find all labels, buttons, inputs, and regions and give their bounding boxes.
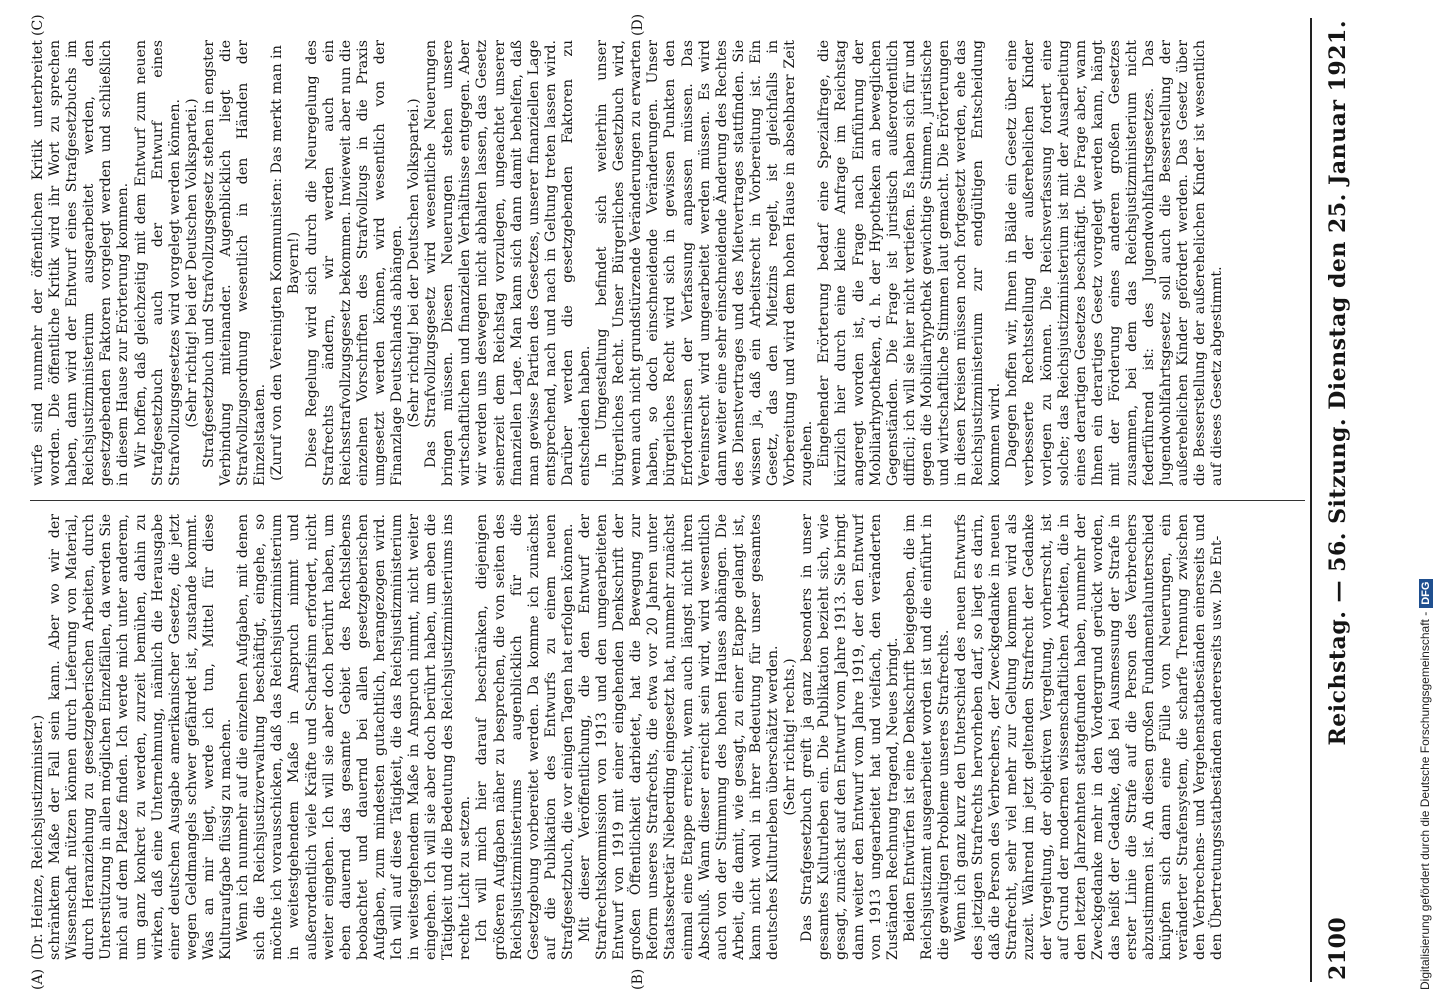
header-rule: [1310, 18, 1312, 982]
credit-text: Digitalisierung gefördert durch die Deutsche Forschungsgemeinschaft -: [1418, 611, 1432, 990]
left-column: [30, 514, 1300, 960]
paragraph: Das Strafvollzugsgesetz wird wesentliche Neuerungen bringen müssen. Diesen Neuerungen stehen unsere wirtschaftlichen und finanziellen Verhältnisse entgegen. Aber wir werden uns deswegen nicht abhalten lassen, das Gesetz seinerzeit dem Reichstag vorzulegen, ungeachtet unserer finanziellen Lage. Man kann sich dann damit behelfen, daß man gewisse Partien des Gesetzes, unserer finanziellen Lage entsprechend, nach und nach in Geltung treten lassen wird. Darüber werden die gesetzgebenden Faktoren zu entscheiden haben.: [423, 40, 593, 486]
margin-mark-b: (B): [630, 968, 646, 990]
paragraph: Ich will mich hier darauf beschränken, diejenigen größeren Aufgaben näher zu besprechen, die von seiten des Reichsjustizministeriums augenblicklich für die Gesetzgebung vorbereitet werden. Da komme ich zunächst auf die Publikation des Entwurfs zu einem neuen Strafgesetzbuch, die vor einigen Tagen hat erfolgen können.: [474, 514, 576, 960]
page-title: Reichstag. — 56. Sitzung. Dienstag den 25. Januar 1921.: [1325, 20, 1351, 746]
interjection: (Sehr richtig! rechts.): [782, 658, 799, 816]
margin-mark-a: (A): [30, 968, 46, 990]
paragraph: Mit dieser Veröffentlichung, die den Entwurf der Strafrechtskommission von 1913 und den umgearbeiteten Entwurf von 1919 mit einer eingehenden Denkschrift der großen Öffentlichkeit darbietet, hat die Bewegung zur Reform unseres Strafrechts, die etwa vor 20 Jahren unter Staatssekretär Nieberding eingesetzt hat, nunmehr zunächst einmal eine Etappe erreicht, wenn auch längst nicht ihren Abschluß. Wann dieser erreicht sein wird, wird wesentlich auch von der Stimmung des hohen Hauses abhängen. Die Arbeit, die damit, wie gesagt, zu einer Etappe gelangt ist, kann nicht wohl in ihrer Bedeutung für unser gesamtes deutsches Kulturleben überschätzt werden.: [577, 514, 782, 960]
paragraph: Wenn ich ganz kurz den Unterschied des neuen Entwurfs des jetzigen Strafrechts hervorheben darf, so liegt es darin, daß die Person des Verbrechers, der Zweckgedanke in neuen Strafrecht, sehr viel mehr zur Geltung kommen wird als zuzeit. Während im jetzt geltenden Strafrecht der Gedanke der Vergeltung, der objektiven Vergeltung, vorherrscht, ist auf Grund der modernen wissenschaftlichen Arbeiten, die in den letzten Jahrzehnten stattgefunden haben, nunmehr der Zweckgedanke mehr in den Vordergrund gerückt worden, das heißt der Gedanke, daß bei Ausmessung der Strafe in erster Linie die Strafe auf die Person des Verbrechers abzustimmen ist. An diesen großen Fundamentalunterschied knüpfen sich dann eine Fülle von Neuerungen, ein veränderter Strafensystem, die scharfe Trennung zwischen den Verbrechens- und Vergehenstatbeständen einerseits und den Übertretungsstatbeständen andererseits usw. Die Ent-: [953, 514, 1226, 960]
column-divider: [30, 500, 1305, 501]
page-header: [1318, 20, 1358, 980]
interjection: (Zuruf von den Vereinigten Kommunisten: Das merkt man in Bayern!): [269, 45, 303, 481]
margin-mark-d: (D): [630, 13, 646, 36]
paragraph: Diese Regelung wird sich durch die Neuregelung des Strafrechts ändern, wir werden auch ein Reichsstrafvollzugsgesetz bekommen. Inwieweit aber nun die einzelnen Vorschriften des Strafvollzugs in die Praxis umgesetzt werden können, wird wesentlich von der Finanzlage Deutschlands abhängen.: [303, 40, 405, 486]
paragraph: Wenn ich nunmehr auf die einzelnen Aufgaben, mit denen sich die Reichsjustizverwaltung beschäftigt, eingehe, so möchte ich vorausschicken, daß das Reichsjustizministerium in weitestgehendem Maße in Anspruch nimmt und außerordentlich viele Kräfte und Scharfsinn erfordert, nicht weiter eingehen. Ich will sie aber doch berührt haben, um eben dauernd das gesamte Gebiet des Rechtslebens beobachtet und dauernd bei allen gesetzgeberischen Aufgaben, zum mindesten gutachtlich, herangezogen wird. Ich will auf diese Tätigkeit, die das Reichsjustizministerium in weitestgehendem Maße in Anspruch nimmt, nicht weiter eingehen. Ich will sie aber doch berührt haben, um eben die Tätigkeit und die Bedeutung des Reichsjustizministeriums ins rechte Licht zu setzen.: [235, 514, 474, 960]
paragraph: Das Strafgesetzbuch greift ja ganz besonders in unser gesamtes Kulturleben ein. Die Publikation bezieht sich, wie gesagt, zunächst auf den Entwurf vom Jahre 1913. Sie bringt dann weiter den Entwurf vom Jahre 1919, der den Entwurf von 1913 ungearbeitet hat und vielfach, den veränderten Zuständen Rechnung tragend, Neues bringt.: [799, 514, 901, 960]
paragraph: schränktem Maße der Fall sein kann. Aber wo wir der Wissenschaft nützen können durch Lieferung von Material, durch Heranziehung zu gesetzgeberischen Arbeiten, durch Unterstützung in allen möglichen Einzelfällen, da werden Sie mich auf dem Platze finden. Ich werde mich unter anderem, um ganz konkret zu werden, zurzeit bemühen, dahin zu wirken, daß eine Unternehmung, nämlich die Herausgabe einer deutschen Ausgabe amerikanischer Gesetze, die jetzt wegen Geldmangels schwer gefährdet ist, zustande kommt. Was an mir liegt, werde ich tun, Mittel für diese Kulturaufgabe flüssig zu machen.: [47, 514, 235, 960]
margin-mark-c: (C): [30, 14, 46, 36]
interjection: (Sehr richtig! bei der Deutschen Volkspartei.): [183, 98, 200, 428]
page-number: 2100: [1325, 916, 1351, 980]
paragraph: Dagegen hoffen wir, Ihnen in Bälde ein Gesetz über eine verbesserte Rechtsstellung der außerehelichen Kinder vorlegen zu können. Die Reichsverfassung fordert eine solche; das Reichsjustizministerium ist mit der Ausarbeitung eines derartigen Gesetzes beschäftigt. Die Frage aber, wann Ihnen ein derartiges Gesetz vorgelegt werden kann, hängt mit der Förderung eines anderen großen Gesetzes zusammen, bei dem das Reichsjustizministerium nicht federführend ist: des Jugendwohlfahrtsgesetzes. Das Jugendwohlfahrtsgesetz soll auch die Besserstellung der außerehelichen Kinder gefördert werden. Das Gesetz über die Besserstellung der außerehelichen Kinder ist wesentlich auf dieses Gesetz abgestimmt.: [1004, 40, 1226, 486]
digitization-credit: [1415, 0, 1434, 1000]
paragraph: Wir hoffen, daß gleichzeitig mit dem Entwurf zum neuen Strafgesetzbuch auch der Entwurf eines Strafvollzugsgesetzes wird vorgelegt werden können.: [132, 40, 183, 486]
paragraph: Strafgesetzbuch und Strafvollzugsgesetz stehen in engster Verbindung miteinander. Augenblicklich liegt die Strafvollzugsordnung wesentlich in den Händen der Einzelstaaten.: [200, 40, 269, 486]
dfg-logo: DFG: [1419, 579, 1433, 608]
interjection: (Sehr richtig! bei der Deutschen Volkspartei.): [406, 98, 423, 428]
right-column: [30, 40, 1300, 486]
paragraph: würfe sind nunmehr der öffentlichen Kritik unterbreitet worden. Die öffentliche Kritik wird ihr Wort zu sprechen haben, dann wird der Entwurf eines Strafgesetzbuchs im Reichsjustizministerium ausgearbeitet werden, den gesetzgebenden Faktoren vorgelegt werden und schließlich in diesem Hause zur Erörterung kommen.: [30, 40, 132, 486]
paragraph: Eingehender Erörterung bedarf eine Spezialfrage, die kürzlich hier durch eine kleine Anfrage im Reichstag angeregt worden ist, die Frage nach Einführung der Mobiliarhypotheken, d. h. der Hypotheken an beweglichen Gegenständen. Die Frage ist juristisch außerordentlich difficil; ich will sie hier nicht vertiefen. Es haben sich für und gegen die Mobiliarhypothek gewichtige Stimmen, juristische und wirtschaftliche Stimmen laut gemacht. Die Erörterungen in diesen Kreisen müssen noch fortgesetzt werden, ehe das Reichsjustizministerium zur endgültigen Entscheidung kommen wird.: [816, 40, 1004, 486]
paragraph: In Umgestaltung befindet sich weiterhin unser bürgerliches Recht. Unser Bürgerliches Gesetzbuch wird, wenn auch nicht grundstürzende Veränderungen zu erwarten haben, so doch einschneidende Veränderungen. Unser bürgerliches Recht wird sich in gewissen Punkten den Erfordernissen der Verfassung anpassen müssen. Das Vereinsrecht wird umgearbeitet werden müssen. Es wird dann weiter eine sehr einschneidende Änderung des Rechtes des Dienstvertrages und des Mietvertrages stattfinden. Sie wissen ja, daß ein Arbeitsrecht in Vorbereitung ist. Ein Gesetz, das den Mietzins regelt, ist gleichfalls in Vorbereitung und wird dem hohen Hause in absehbarer Zeit zugehen.: [594, 40, 816, 486]
paragraph: Beiden Entwürfen ist eine Denkschrift beigegeben, die im Reichsjustizamt ausgearbeitet worden ist und die einführt in die gewaltigen Probleme unseres Strafrechts.: [901, 514, 952, 960]
speaker-line: (Dr. Heinze, Reichsjustizminister.): [30, 714, 46, 960]
